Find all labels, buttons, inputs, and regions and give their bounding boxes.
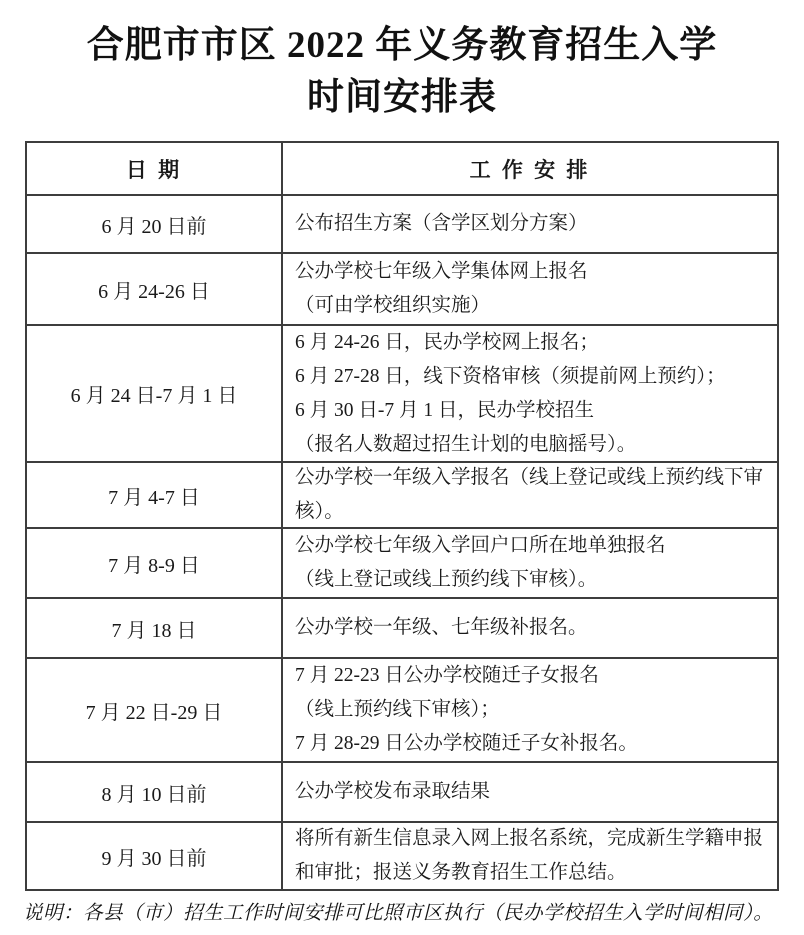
date-cell: 9 月 30 日前 bbox=[27, 823, 283, 889]
table-row bbox=[27, 254, 777, 326]
date-cell: 6 月 24-26 日 bbox=[27, 254, 283, 324]
work-line: 6 月 24-26 日，民办学校网上报名； bbox=[295, 331, 599, 353]
work-cell bbox=[283, 529, 777, 597]
table-row bbox=[27, 823, 777, 889]
table-row bbox=[27, 763, 777, 823]
footnote: 说明：各县（市）招生工作时间安排可比照市区执行（民办学校招生入学时间相同）。 bbox=[23, 903, 774, 924]
work-line: （线上预约线下审核）； bbox=[295, 699, 500, 720]
work-line: 公办学校一年级入学报名（线上登记或线上预约线下审 bbox=[295, 467, 764, 488]
work-cell bbox=[283, 196, 777, 252]
date-cell: 7 月 8-9 日 bbox=[27, 529, 283, 597]
work-cell bbox=[283, 599, 777, 657]
work-line: 公办学校七年级入学集体网上报名 bbox=[295, 261, 588, 282]
table-row bbox=[27, 463, 777, 529]
work-line: 将所有新生信息录入网上报名系统，完成新生学籍申报 bbox=[295, 828, 764, 849]
table-row bbox=[27, 529, 777, 599]
table-row bbox=[27, 196, 777, 254]
work-cell bbox=[283, 254, 777, 324]
work-line: 公办学校发布录取结果 bbox=[295, 781, 491, 802]
work-line: 和审批；报送义务教育招生工作总结。 bbox=[295, 862, 627, 883]
header-work-arrangement: 工 作 安 排 bbox=[469, 157, 591, 182]
page-title bbox=[0, 0, 804, 124]
work-line: （报名人数超过招生计划的电脑摇号）。 bbox=[295, 433, 637, 455]
work-line: （线上登记或线上预约线下审核）。 bbox=[295, 569, 598, 590]
work-line: 公布招生方案（含学区划分方案） bbox=[295, 213, 588, 234]
work-line: 6 月 27-28 日，线下资格审核（须提前网上预约）； bbox=[295, 365, 726, 387]
work-line: （可由学校组织实施） bbox=[295, 295, 491, 316]
table-row bbox=[27, 659, 777, 763]
work-line: 核）。 bbox=[295, 501, 344, 522]
work-line: 7 月 22-23 日公办学校随迁子女报名 bbox=[295, 665, 599, 686]
work-line: 7 月 28-29 日公办学校随迁子女补报名。 bbox=[295, 733, 638, 754]
header-date: 日 期 bbox=[27, 143, 283, 194]
date-cell: 6 月 24 日-7 月 1 日 bbox=[27, 326, 283, 461]
page-title-line1: 合肥市市区 2022 年义务教育招生入学 bbox=[86, 25, 718, 66]
page-title-line2: 时间安排表 bbox=[307, 77, 497, 118]
work-cell bbox=[283, 463, 777, 527]
table-header-row bbox=[27, 143, 777, 196]
work-cell bbox=[283, 823, 777, 889]
date-cell: 6 月 20 日前 bbox=[27, 196, 283, 252]
date-cell: 8 月 10 日前 bbox=[27, 763, 283, 821]
table-row bbox=[27, 326, 777, 463]
date-cell: 7 月 4-7 日 bbox=[27, 463, 283, 527]
schedule-table bbox=[25, 141, 779, 891]
work-line: 6 月 30 日-7 月 1 日，民办学校招生 bbox=[295, 399, 594, 421]
work-line: 公办学校七年级入学回户口所在地单独报名 bbox=[295, 535, 666, 556]
table-row bbox=[27, 599, 777, 659]
work-cell bbox=[283, 659, 777, 761]
work-cell bbox=[283, 326, 777, 461]
date-cell: 7 月 18 日 bbox=[27, 599, 283, 657]
work-line: 公办学校一年级、七年级补报名。 bbox=[295, 617, 588, 638]
work-cell bbox=[283, 763, 777, 821]
date-cell: 7 月 22 日-29 日 bbox=[27, 659, 283, 761]
